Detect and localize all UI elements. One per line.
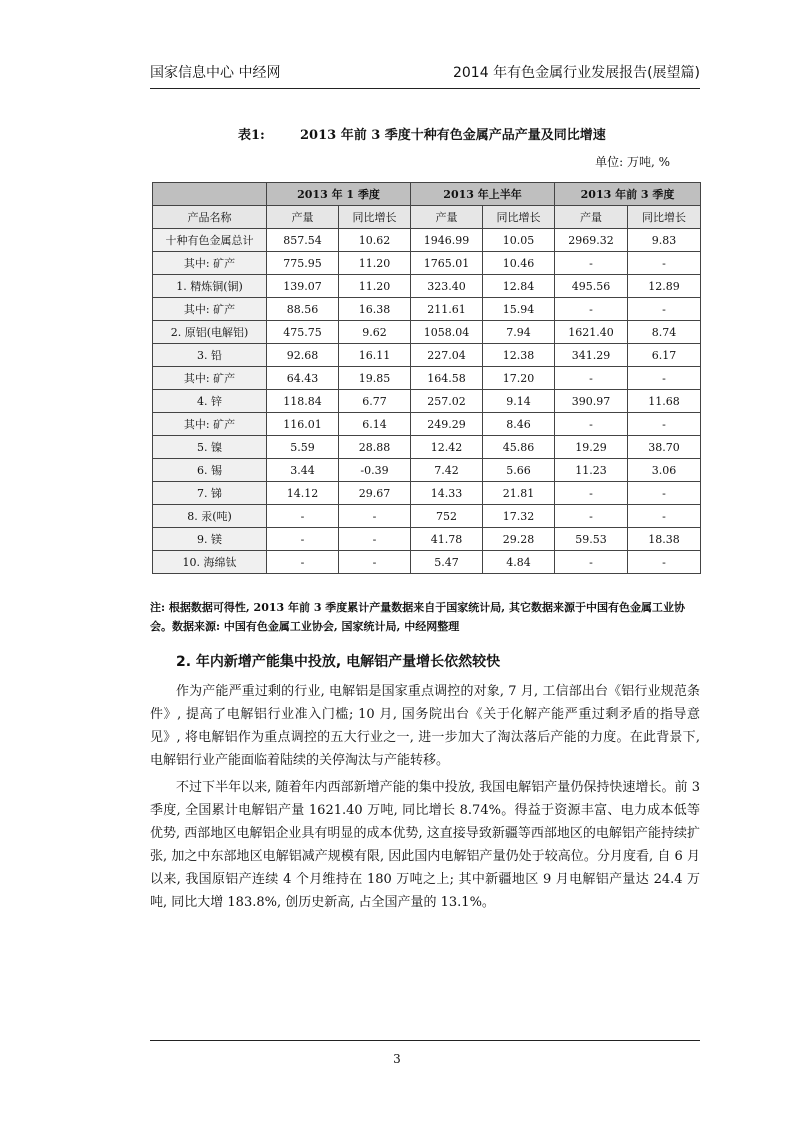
product-name-cell: 2. 原铝(电解铝)	[153, 321, 267, 344]
value-cell: -	[628, 505, 701, 528]
value-cell: -	[555, 252, 628, 275]
value-cell: 12.38	[483, 344, 555, 367]
column-header: 产品名称	[153, 206, 267, 229]
value-cell: -	[267, 528, 339, 551]
value-cell: 341.29	[555, 344, 628, 367]
value-cell: 10.46	[483, 252, 555, 275]
value-cell: 3.06	[628, 459, 701, 482]
table-row	[153, 436, 701, 459]
value-cell: -	[628, 298, 701, 321]
table-note: 注: 根据数据可得性, 2013 年前 3 季度累计产量数据来自于国家统计局, 其它数据来源于中国有色金属工业协会。数据来源: 中国有色金属工业协会, 国家统计局, 中经网整理	[150, 601, 685, 633]
value-cell: 14.12	[267, 482, 339, 505]
value-cell: 38.70	[628, 436, 701, 459]
value-cell: 752	[411, 505, 483, 528]
period-header-h1: 2013 年上半年	[411, 183, 555, 206]
page-number: 3	[393, 1052, 401, 1066]
page-header	[150, 62, 700, 88]
value-cell: -	[555, 298, 628, 321]
table-column-header-row	[153, 206, 701, 229]
value-cell: 6.14	[339, 413, 411, 436]
value-cell: -	[339, 551, 411, 574]
value-cell: 5.59	[267, 436, 339, 459]
value-cell: 1946.99	[411, 229, 483, 252]
value-cell: 15.94	[483, 298, 555, 321]
table-unit: 单位: 万吨, %	[595, 155, 670, 169]
header-divider	[150, 88, 700, 89]
value-cell: 12.89	[628, 275, 701, 298]
value-cell: 16.38	[339, 298, 411, 321]
value-cell: 8.74	[628, 321, 701, 344]
product-name-cell: 8. 汞(吨)	[153, 505, 267, 528]
value-cell: 390.97	[555, 390, 628, 413]
value-cell: 495.56	[555, 275, 628, 298]
column-header: 产量	[411, 206, 483, 229]
value-cell: 4.84	[483, 551, 555, 574]
value-cell: 227.04	[411, 344, 483, 367]
value-cell: -	[555, 413, 628, 436]
product-name-cell: 其中: 矿产	[153, 413, 267, 436]
value-cell: 9.83	[628, 229, 701, 252]
value-cell: 11.20	[339, 275, 411, 298]
value-cell: 9.62	[339, 321, 411, 344]
column-header: 同比增长	[483, 206, 555, 229]
footer-divider	[150, 1040, 700, 1041]
value-cell: 1621.40	[555, 321, 628, 344]
value-cell: 116.01	[267, 413, 339, 436]
value-cell: 11.68	[628, 390, 701, 413]
table-row	[153, 551, 701, 574]
value-cell: -	[339, 528, 411, 551]
value-cell: 59.53	[555, 528, 628, 551]
value-cell: -	[628, 413, 701, 436]
value-cell: 45.86	[483, 436, 555, 459]
column-header: 同比增长	[628, 206, 701, 229]
value-cell: 17.32	[483, 505, 555, 528]
product-name-cell: 十种有色金属总计	[153, 229, 267, 252]
product-name-cell: 3. 铅	[153, 344, 267, 367]
header-blank-cell	[153, 183, 267, 206]
paragraph: 不过下半年以来, 随着年内西部新增产能的集中投放, 我国电解铝产量仍保持快速增长。前 3 季度, 全国累计电解铝产量 1621.40 万吨, 同比增长 8.74%。得益于资源丰富、电力成本低等优势, 西部地区电解铝企业具有明显的成本优势, 这直接导致新疆等西部地区的电解铝产能持续扩张, 加之中东部地区电解铝减产规模有限, 因此国内电解铝产量仍处于较高位。分月度看, 自 6 月以来, 我国原铝产连续 4 个月维持在 180 万吨之上; 其中新疆地区 9 月电解铝产量达 24.4 万吨, 同比大增 183.8%, 创历史新高, 占全国产量的 13.1%。	[150, 780, 700, 910]
value-cell: 21.81	[483, 482, 555, 505]
value-cell: 18.38	[628, 528, 701, 551]
value-cell: 118.84	[267, 390, 339, 413]
value-cell: 19.85	[339, 367, 411, 390]
value-cell: 17.20	[483, 367, 555, 390]
production-table	[152, 182, 701, 574]
value-cell: 11.23	[555, 459, 628, 482]
value-cell: -0.39	[339, 459, 411, 482]
product-name-cell: 10. 海绵钛	[153, 551, 267, 574]
value-cell: -	[628, 551, 701, 574]
value-cell: 12.84	[483, 275, 555, 298]
value-cell: 1058.04	[411, 321, 483, 344]
value-cell: 7.42	[411, 459, 483, 482]
value-cell: 28.88	[339, 436, 411, 459]
table-row	[153, 413, 701, 436]
value-cell: 211.61	[411, 298, 483, 321]
value-cell: -	[555, 505, 628, 528]
value-cell: 6.17	[628, 344, 701, 367]
value-cell: 3.44	[267, 459, 339, 482]
value-cell: 2969.32	[555, 229, 628, 252]
value-cell: 10.62	[339, 229, 411, 252]
value-cell: 88.56	[267, 298, 339, 321]
value-cell: 1765.01	[411, 252, 483, 275]
product-name-cell: 4. 锌	[153, 390, 267, 413]
period-header-q1: 2013 年 1 季度	[267, 183, 411, 206]
value-cell: 29.28	[483, 528, 555, 551]
table-row	[153, 275, 701, 298]
value-cell: 475.75	[267, 321, 339, 344]
table-row	[153, 390, 701, 413]
product-name-cell: 9. 镁	[153, 528, 267, 551]
section-heading: 2. 年内新增产能集中投放, 电解铝产量增长依然较快	[176, 654, 501, 670]
table-row	[153, 505, 701, 528]
value-cell: 6.77	[339, 390, 411, 413]
value-cell: 249.29	[411, 413, 483, 436]
value-cell: 29.67	[339, 482, 411, 505]
product-name-cell: 5. 镍	[153, 436, 267, 459]
product-name-cell: 其中: 矿产	[153, 298, 267, 321]
table-row	[153, 298, 701, 321]
table-title: 2013 年前 3 季度十种有色金属产品产量及同比增速	[300, 128, 606, 143]
value-cell: 5.66	[483, 459, 555, 482]
table-period-header-row	[153, 183, 701, 206]
value-cell: 164.58	[411, 367, 483, 390]
column-header: 产量	[555, 206, 628, 229]
value-cell: 19.29	[555, 436, 628, 459]
product-name-cell: 其中: 矿产	[153, 367, 267, 390]
value-cell: -	[555, 482, 628, 505]
product-name-cell: 7. 锑	[153, 482, 267, 505]
column-header: 产量	[267, 206, 339, 229]
value-cell: 9.14	[483, 390, 555, 413]
value-cell: 7.94	[483, 321, 555, 344]
value-cell: 323.40	[411, 275, 483, 298]
value-cell: 5.47	[411, 551, 483, 574]
value-cell: -	[628, 367, 701, 390]
value-cell: -	[339, 505, 411, 528]
product-name-cell: 其中: 矿产	[153, 252, 267, 275]
header-report-title: 2014 年有色金属行业发展报告(展望篇)	[452, 65, 700, 81]
value-cell: 775.95	[267, 252, 339, 275]
value-cell: -	[267, 551, 339, 574]
table-row	[153, 528, 701, 551]
column-header: 同比增长	[339, 206, 411, 229]
value-cell: -	[628, 252, 701, 275]
value-cell: -	[555, 551, 628, 574]
table-row	[153, 344, 701, 367]
value-cell: 92.68	[267, 344, 339, 367]
value-cell: 41.78	[411, 528, 483, 551]
product-name-cell: 1. 精炼铜(铜)	[153, 275, 267, 298]
table-row	[153, 367, 701, 390]
value-cell: 64.43	[267, 367, 339, 390]
product-name-cell: 6. 锡	[153, 459, 267, 482]
value-cell: 11.20	[339, 252, 411, 275]
value-cell: 857.54	[267, 229, 339, 252]
value-cell: 10.05	[483, 229, 555, 252]
value-cell: 257.02	[411, 390, 483, 413]
table-row	[153, 482, 701, 505]
table-row	[153, 229, 701, 252]
table-row	[153, 321, 701, 344]
header-publisher: 国家信息中心 中经网	[150, 65, 281, 81]
value-cell: 139.07	[267, 275, 339, 298]
value-cell: -	[267, 505, 339, 528]
value-cell: 16.11	[339, 344, 411, 367]
value-cell: -	[555, 367, 628, 390]
paragraph: 作为产能严重过剩的行业, 电解铝是国家重点调控的对象, 7 月, 工信部出台《铝行业规范条件》, 提高了电解铝行业准入门槛; 10 月, 国务院出台《关于化解产能严重过剩矛盾的指导意见》, 将电解铝作为重点调控的五大行业之一, 进一步加大了淘汰落后产能的力度。在此背景下, 电解铝行业产能面临着陆续的关停淘汰与产能转移。	[150, 684, 700, 768]
value-cell: -	[628, 482, 701, 505]
value-cell: 12.42	[411, 436, 483, 459]
value-cell: 8.46	[483, 413, 555, 436]
value-cell: 14.33	[411, 482, 483, 505]
table-row	[153, 252, 701, 275]
table-row	[153, 459, 701, 482]
period-header-q1-q3: 2013 年前 3 季度	[555, 183, 701, 206]
table-label: 表1:	[238, 128, 265, 143]
